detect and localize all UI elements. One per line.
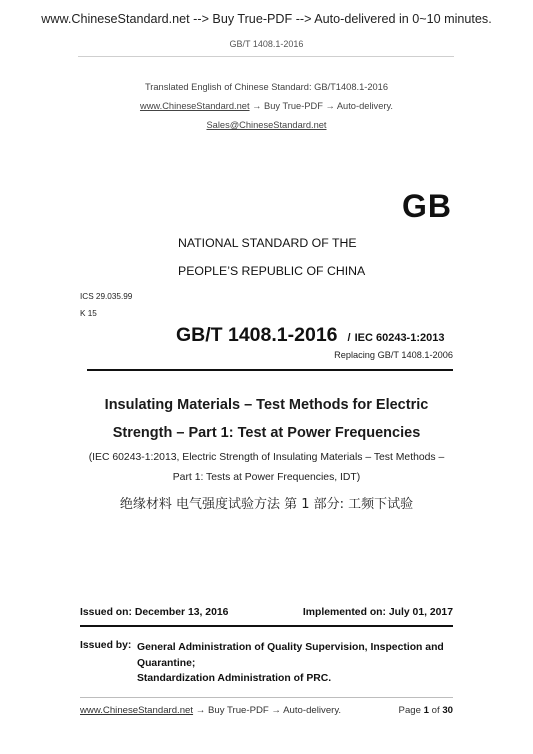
top-banner: www.ChineseStandard.net --> Buy True-PDF --> Auto-delivered in 0~10 minutes.	[41, 12, 492, 26]
ics-code: ICS 29.035.99	[80, 292, 133, 301]
standard-separator: /	[347, 332, 351, 344]
implemented-on-date: Implemented on: July 01, 2017	[302, 607, 453, 618]
standard-number: GB/T 1408.1-2016	[176, 324, 338, 346]
header-standard-code: GB/T 1408.1-2016	[229, 39, 304, 49]
page-total: 30	[442, 705, 453, 716]
issued-by-authority-1: General Administration of Quality Supervision, Inspection and Quarantine;	[137, 642, 444, 669]
chinese-title: 绝缘材料 电气强度试验方法 第 1 部分: 工频下试验	[119, 497, 414, 512]
document-title-line1: Insulating Materials – Test Methods for Electric	[104, 397, 429, 413]
translation-site-line	[0, 101, 533, 111]
footer-site-link[interactable]: www.ChineseStandard.net	[80, 705, 194, 716]
page-label: Page	[398, 705, 421, 716]
replacing-note: Replacing GB/T 1408.1-2006	[334, 350, 453, 360]
title-divider	[87, 369, 453, 371]
national-standard-line1: NATIONAL STANDARD OF THE	[178, 236, 357, 250]
footer-divider	[80, 697, 453, 698]
national-standard-line2: PEOPLE’S REPUBLIC OF CHINA	[178, 264, 366, 278]
issue-divider	[80, 625, 453, 627]
iec-equivalence-line1: (IEC 60243-1:2013, Electric Strength of Insulating Materials – Test Methods –	[88, 452, 445, 463]
k-code: K 15	[80, 309, 97, 318]
gb-mark: GB	[402, 188, 452, 224]
issued-by-label: Issued by:	[80, 640, 132, 651]
standard-number-line	[176, 324, 444, 347]
iec-number: IEC 60243-1:2013	[354, 332, 445, 344]
sales-email-link[interactable]: Sales@ChineseStandard.net	[206, 120, 327, 130]
sales-email-line	[0, 120, 533, 130]
issued-by-authority-2: Standardization Administration of PRC.	[137, 673, 332, 684]
site-link[interactable]: www.ChineseStandard.net	[139, 101, 250, 111]
header-divider	[78, 56, 454, 57]
page-number: 1	[423, 705, 429, 716]
translation-note: Translated English of Chinese Standard: GB/T1408.1-2016	[144, 82, 389, 92]
footer-site-line	[80, 705, 341, 716]
iec-equivalence-line2: Part 1: Tests at Power Frequencies, IDT)	[172, 472, 361, 483]
page-indicator	[399, 705, 453, 716]
document-title-line2: Strength – Part 1: Test at Power Frequencies	[112, 425, 421, 441]
of-label: of	[431, 705, 440, 716]
site-line-rest: → Buy True-PDF → Auto-delivery.	[249, 101, 394, 111]
footer-site-rest: → Buy True-PDF → Auto-delivery.	[193, 705, 342, 716]
issued-on-date: Issued on: December 13, 2016	[80, 607, 229, 618]
